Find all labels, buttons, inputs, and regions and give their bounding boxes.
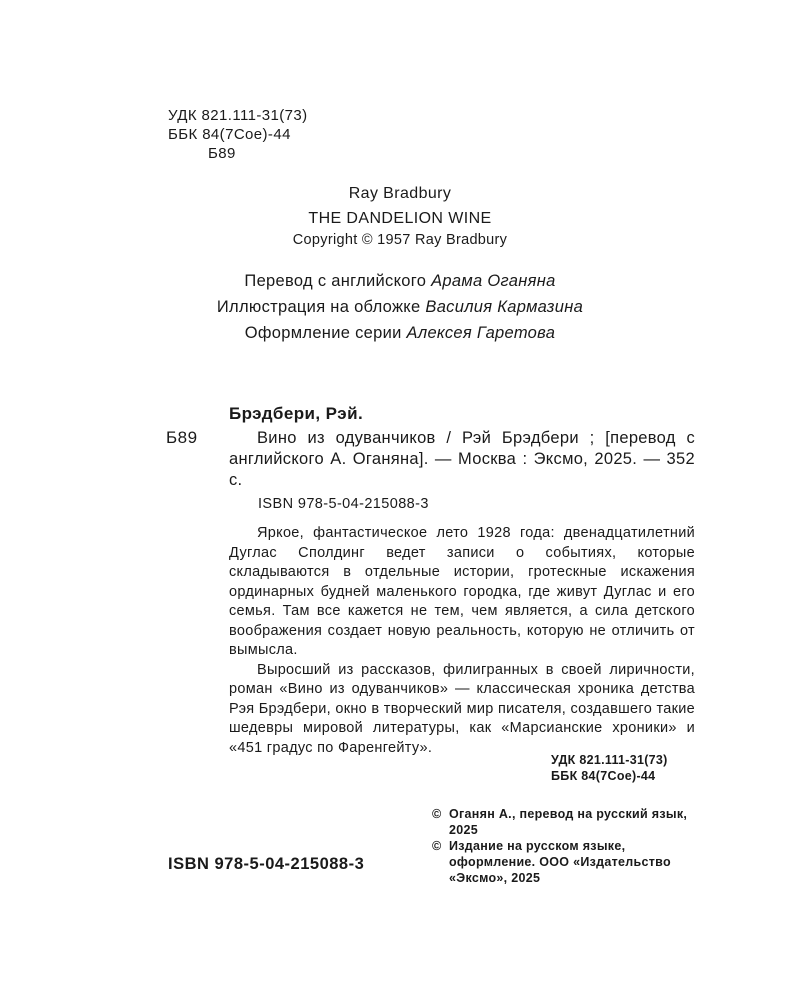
- copyright-translation: [432, 806, 702, 838]
- annotation-paragraph: Яркое, фантастическое лето 1928 года: двенадцатилетний Дуглас Сполдинг ведет записи о событиях, которые складываются в отдельные истории, гротескные искажения ординарных будней маленького городка, где живут Дуглас и его семья. Там все кажется не тем, чем является, а сила детского воображения создает новую реальность, которую не отличить от вымысла.: [229, 525, 695, 658]
- isbn-large: ISBN 978-5-04-215088-3: [168, 855, 365, 873]
- catalog-author-mark: Б89: [166, 428, 198, 447]
- annotation: [229, 524, 695, 758]
- copyright-icon: ©: [432, 807, 442, 821]
- credit-translation: [0, 268, 800, 294]
- copyright-icon: ©: [432, 839, 442, 853]
- credit-series-design: [0, 320, 800, 346]
- credit-label: Иллюстрация на обложке: [216, 298, 421, 316]
- catalog-description-text: Вино из одуванчиков / Рэй Брэдбери ; [перевод с английского А. Оганяна]. — Москва : Эксмо, 2025. — 352 с.: [229, 429, 695, 489]
- copyright-text: Издание на русском языке, оформление. ООО «Издательство «Эксмо», 2025: [449, 839, 671, 885]
- original-title: THE DANDELION WINE: [308, 210, 492, 227]
- credits: [0, 268, 800, 346]
- udk-code: УДК 821.111-31(73): [168, 107, 308, 124]
- bottom-classification-codes: [551, 752, 668, 784]
- copyright-edition: [432, 838, 702, 886]
- credit-label: Оформление серии: [244, 324, 402, 342]
- bbk-code: ББК 84(7Сое)-44: [168, 126, 291, 143]
- copyright-text: Оганян А., перевод на русский язык, 2025: [449, 807, 688, 837]
- original-author: Ray Bradbury: [348, 185, 452, 202]
- original-copyright: Copyright © 1957 Ray Bradbury: [292, 232, 508, 248]
- catalog-author-heading: Брэдбери, Рэй.: [229, 404, 364, 423]
- annotation-paragraph: Выросший из рассказов, филигранных в своей лиричности, роман «Вино из одуванчиков» — классическая хроника детства Рэя Брэдбери, окно в творческий мир писателя, создавшего такие шедевры мировой литературы, как «Марсианские хроники» и «451 градус по Фаренгейту».: [229, 661, 695, 756]
- top-classification-codes: [168, 106, 307, 163]
- credit-name: Василия Кармазина: [425, 298, 584, 316]
- bbk-code-bottom: ББК 84(7Сое)-44: [551, 769, 656, 783]
- credit-name: Арама Оганяна: [431, 272, 556, 290]
- credit-label: Перевод с английского: [244, 272, 427, 290]
- copyright-notices: [432, 806, 702, 886]
- catalog-isbn: ISBN 978-5-04-215088-3: [258, 496, 429, 512]
- original-edition-info: [0, 181, 800, 231]
- author-mark: Б89: [208, 145, 236, 162]
- udk-code-bottom: УДК 821.111-31(73): [551, 753, 668, 767]
- credit-illustration: [0, 294, 800, 320]
- credit-name: Алексея Гаретова: [406, 324, 556, 342]
- catalog-description: [229, 428, 695, 491]
